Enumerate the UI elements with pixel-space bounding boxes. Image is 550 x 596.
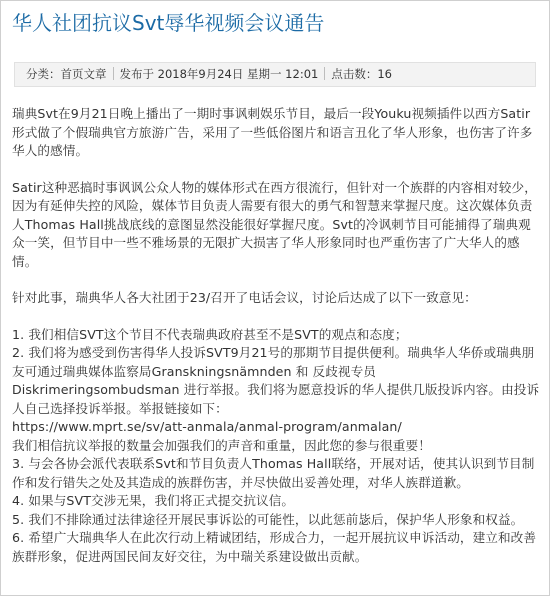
body-paragraph: 瑞典Svt在9月21日晚上播出了一期时事讽刺娱乐节目，最后一段Youku视频插件以西方Satir形式做了个假瑞典官方旅游广告，采用了一些低俗图片和语言丑化了华人形象，也伤害了许多华人的感情。: [12, 106, 533, 158]
report-link[interactable]: https://www.mprt.se/sv/att-anmala/anmal-program/anmalan/: [12, 419, 402, 434]
article-title: 华人社团抗议Svt辱华视频会议通告: [12, 11, 325, 35]
article-meta-bar: [14, 62, 536, 87]
list-item: 我们相信抗议举报的数量会加强我们的声音和重量，因此您的参与很重要！: [12, 437, 431, 453]
body-paragraph: Satir这种恶搞时事讽讽公众人物的媒体形式在西方很流行，但针对一个族群的内容相对较少，因为有延伸失控的风险，媒体节目负责人需要有很大的勇气和智慧来掌握尺度。这次媒体负责人Thomas Hall挑战底线的意图显然没能很好掌握尺度。Svt的冷讽刺节目可能捕得了瑞典观众一笑，但节目中一些不雅场景的无限扩大损害了华人形象同时也严重伤害了广大华人的感情。: [12, 179, 537, 269]
list-item: 1. 我们相信SVT这个节目不代表瑞典政府甚至不是SVT的观点和态度；: [12, 326, 408, 342]
list-item: 4. 如果与SVT交涉无果，我们将正式提交抗议信。: [12, 493, 295, 508]
meta-divider: [324, 67, 325, 80]
click-count: 点击数：16: [331, 67, 392, 81]
list-item: 5. 我们不排除通过法律途径开展民事诉讼的可能性，以此惩前毖后，保护华人形象和权益。: [12, 511, 524, 527]
body-paragraph: 针对此事，瑞典华人各大社团于23/召开了电话会议，讨论后达成了以下一致意见：: [12, 290, 477, 305]
publish-date: 发布于 2018年9月24日 星期一 12:01: [119, 67, 319, 81]
list-item: 6. 希望广大瑞典华人在此次行动上精诚团结，形成合力，一起开展抗议申诉活动，建立和改善族群形象，促进两国民间友好交往，为中瑞关系建设做出贡献。: [12, 530, 537, 564]
meta-divider: [113, 67, 114, 80]
list-item: 2. 我们将为感受到伤害得华人投诉SVT9月21号的那期节目提供便利。瑞典华人华侨或瑞典朋友可通过瑞典媒体监察局Granskningsnämnden 和 反歧视专员Diskrimeringsombudsman 进行举报。我们将为愿意投诉的华人提供几版投诉内容。由投诉人自己选择投诉举报。举报链接如下：: [12, 345, 540, 416]
list-item: 3. 与会各协会派代表联系Svt和节目负责人Thomas Hall联络，开展对话，使其认识到节目制作和发行错失之处及其造成的族群伤害，并尽快做出妥善处理，对华人族群道歉。: [12, 456, 535, 490]
article-body: [12, 105, 542, 566]
category-label: 分类：首页文章: [26, 67, 107, 81]
